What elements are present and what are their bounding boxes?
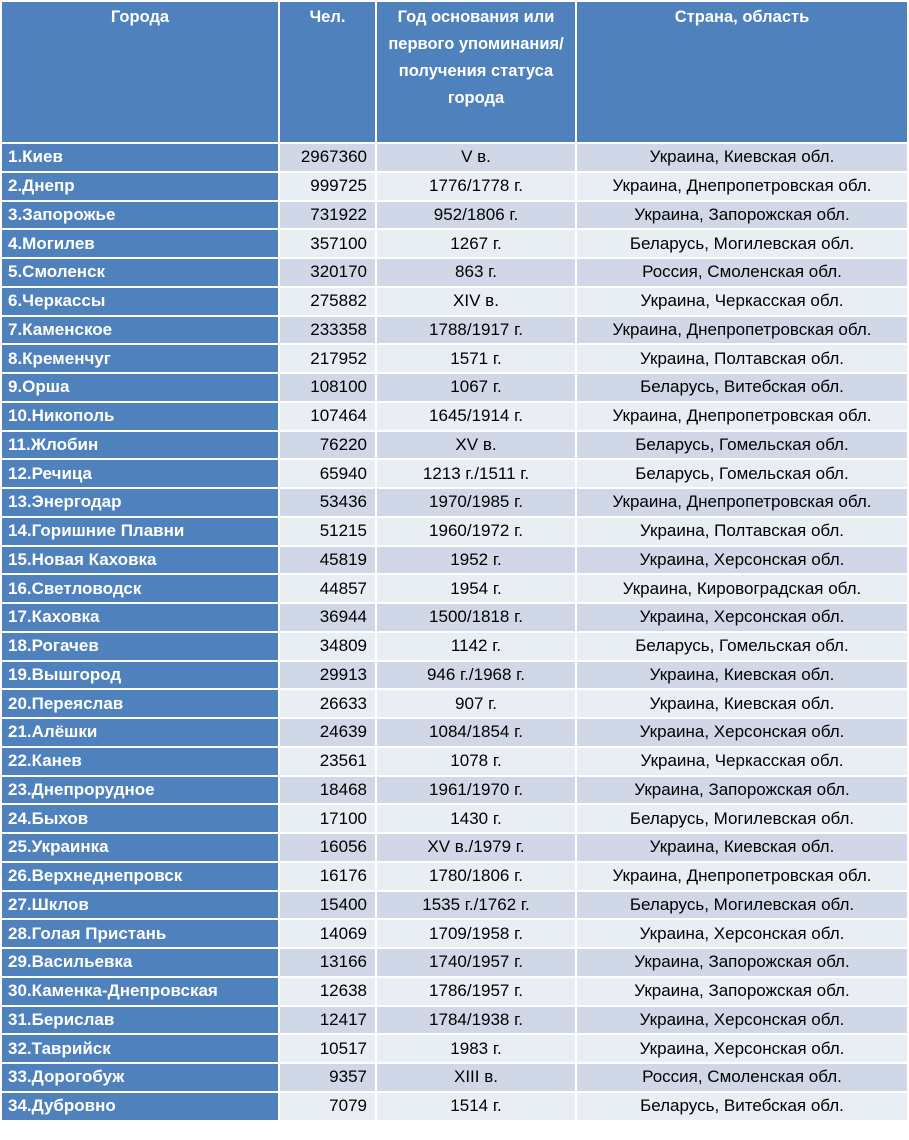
city-name-cell: 34.Дубровно (2, 1093, 278, 1120)
population-cell: 44857 (280, 575, 375, 602)
population-cell: 275882 (280, 288, 375, 315)
table-row (2, 920, 907, 947)
year-cell: XIII в. (377, 1064, 575, 1091)
year-cell: 1084/1854 г. (377, 719, 575, 746)
city-name-cell: 28.Голая Пристань (2, 920, 278, 947)
population-cell: 51215 (280, 518, 375, 545)
country-cell: Украина, Киевская обл. (577, 834, 907, 861)
city-name-cell: 33.Дорогобуж (2, 1064, 278, 1091)
country-cell: Беларусь, Гомельская обл. (577, 633, 907, 660)
country-cell: Украина, Киевская обл. (577, 662, 907, 689)
country-cell: Украина, Херсонская обл. (577, 1035, 907, 1062)
country-cell: Украина, Черкасская обл. (577, 748, 907, 775)
city-name-cell: 7.Каменское (2, 317, 278, 344)
country-cell: Украина, Херсонская обл. (577, 920, 907, 947)
year-cell: 1740/1957 г. (377, 949, 575, 976)
population-cell: 16176 (280, 863, 375, 890)
city-name-cell: 14.Горишние Плавни (2, 518, 278, 545)
table-row (2, 317, 907, 344)
table-row (2, 259, 907, 286)
year-cell: 1961/1970 г. (377, 777, 575, 804)
country-cell: Украина, Запорожская обл. (577, 949, 907, 976)
city-name-cell: 29.Васильевка (2, 949, 278, 976)
country-cell: Беларусь, Могилевская обл. (577, 230, 907, 257)
year-cell: 1430 г. (377, 805, 575, 832)
header-country: Страна, область (577, 2, 907, 142)
table-row (2, 805, 907, 832)
year-cell: 1784/1938 г. (377, 1007, 575, 1034)
population-cell: 29913 (280, 662, 375, 689)
country-cell: Россия, Смоленская обл. (577, 259, 907, 286)
year-cell: 1960/1972 г. (377, 518, 575, 545)
population-cell: 76220 (280, 432, 375, 459)
year-cell: XV в./1979 г. (377, 834, 575, 861)
population-cell: 65940 (280, 460, 375, 487)
country-cell: Россия, Смоленская обл. (577, 1064, 907, 1091)
city-name-cell: 8.Кременчуг (2, 345, 278, 372)
country-cell: Украина, Черкасская обл. (577, 288, 907, 315)
year-cell: 1500/1818 г. (377, 604, 575, 631)
table-row (2, 489, 907, 516)
population-cell: 12417 (280, 1007, 375, 1034)
table-row (2, 575, 907, 602)
table-row (2, 690, 907, 717)
country-cell: Украина, Херсонская обл. (577, 547, 907, 574)
population-cell: 108100 (280, 374, 375, 401)
country-cell: Беларусь, Витебская обл. (577, 374, 907, 401)
population-cell: 999725 (280, 173, 375, 200)
population-cell: 15400 (280, 892, 375, 919)
city-name-cell: 32.Таврийск (2, 1035, 278, 1062)
population-cell: 233358 (280, 317, 375, 344)
table-row (2, 173, 907, 200)
year-cell: 863 г. (377, 259, 575, 286)
year-cell: V в. (377, 144, 575, 171)
city-name-cell: 19.Вышгород (2, 662, 278, 689)
table-row (2, 144, 907, 171)
city-name-cell: 21.Алёшки (2, 719, 278, 746)
header-city: Города (2, 2, 278, 142)
table-row (2, 460, 907, 487)
country-cell: Украина, Херсонская обл. (577, 1007, 907, 1034)
country-cell: Беларусь, Гомельская обл. (577, 460, 907, 487)
city-name-cell: 24.Быхов (2, 805, 278, 832)
city-name-cell: 4.Могилев (2, 230, 278, 257)
year-cell: 952/1806 г. (377, 202, 575, 229)
country-cell: Украина, Запорожская обл. (577, 202, 907, 229)
country-cell: Украина, Херсонская обл. (577, 719, 907, 746)
population-cell: 17100 (280, 805, 375, 832)
population-cell: 16056 (280, 834, 375, 861)
year-cell: 1514 г. (377, 1093, 575, 1120)
table-row (2, 604, 907, 631)
country-cell: Беларусь, Витебская обл. (577, 1093, 907, 1120)
table-row (2, 777, 907, 804)
table-row (2, 834, 907, 861)
country-cell: Беларусь, Могилевская обл. (577, 805, 907, 832)
population-cell: 320170 (280, 259, 375, 286)
population-cell: 18468 (280, 777, 375, 804)
year-cell: 1780/1806 г. (377, 863, 575, 890)
year-cell: 1078 г. (377, 748, 575, 775)
table-row (2, 719, 907, 746)
population-cell: 9357 (280, 1064, 375, 1091)
population-cell: 36944 (280, 604, 375, 631)
city-name-cell: 2.Днепр (2, 173, 278, 200)
city-name-cell: 5.Смоленск (2, 259, 278, 286)
table-header (2, 2, 907, 142)
population-cell: 23561 (280, 748, 375, 775)
table-row (2, 288, 907, 315)
country-cell: Украина, Киевская обл. (577, 144, 907, 171)
country-cell: Украина, Днепропетровская обл. (577, 489, 907, 516)
table-body (2, 144, 907, 1120)
country-cell: Украина, Кировоградская обл. (577, 575, 907, 602)
country-cell: Украина, Запорожская обл. (577, 978, 907, 1005)
table-row (2, 1035, 907, 1062)
population-cell: 26633 (280, 690, 375, 717)
country-cell: Беларусь, Гомельская обл. (577, 432, 907, 459)
year-cell: 1213 г./1511 г. (377, 460, 575, 487)
table-row (2, 892, 907, 919)
city-name-cell: 11.Жлобин (2, 432, 278, 459)
country-cell: Украина, Запорожская обл. (577, 777, 907, 804)
header-year: Год основания или первого упоминания/ получения статуса города (377, 2, 575, 142)
city-name-cell: 17.Каховка (2, 604, 278, 631)
table-row (2, 345, 907, 372)
table-row (2, 230, 907, 257)
city-name-cell: 20.Переяслав (2, 690, 278, 717)
city-name-cell: 22.Канев (2, 748, 278, 775)
year-cell: 1571 г. (377, 345, 575, 372)
header-row (2, 2, 907, 142)
year-cell: 1645/1914 г. (377, 403, 575, 430)
population-cell: 2967360 (280, 144, 375, 171)
year-cell: 1970/1985 г. (377, 489, 575, 516)
population-cell: 12638 (280, 978, 375, 1005)
city-name-cell: 13.Энергодар (2, 489, 278, 516)
population-cell: 10517 (280, 1035, 375, 1062)
country-cell: Украина, Днепропетровская обл. (577, 863, 907, 890)
table-row (2, 662, 907, 689)
population-cell: 34809 (280, 633, 375, 660)
city-name-cell: 23.Днепрорудное (2, 777, 278, 804)
table-row (2, 518, 907, 545)
population-cell: 107464 (280, 403, 375, 430)
population-cell: 45819 (280, 547, 375, 574)
country-cell: Беларусь, Могилевская обл. (577, 892, 907, 919)
table-row (2, 374, 907, 401)
country-cell: Украина, Киевская обл. (577, 690, 907, 717)
table-row (2, 547, 907, 574)
year-cell: 1776/1778 г. (377, 173, 575, 200)
table-row (2, 949, 907, 976)
year-cell: 946 г./1968 г. (377, 662, 575, 689)
country-cell: Украина, Днепропетровская обл. (577, 173, 907, 200)
year-cell: 1709/1958 г. (377, 920, 575, 947)
table-row (2, 633, 907, 660)
year-cell: 1067 г. (377, 374, 575, 401)
population-cell: 13166 (280, 949, 375, 976)
year-cell: XIV в. (377, 288, 575, 315)
population-cell: 357100 (280, 230, 375, 257)
city-name-cell: 1.Киев (2, 144, 278, 171)
population-cell: 53436 (280, 489, 375, 516)
city-name-cell: 30.Каменка-Днепровская (2, 978, 278, 1005)
population-cell: 731922 (280, 202, 375, 229)
city-name-cell: 26.Верхнеднепровск (2, 863, 278, 890)
header-population: Чел. (280, 2, 375, 142)
population-cell: 14069 (280, 920, 375, 947)
population-cell: 7079 (280, 1093, 375, 1120)
year-cell: 1952 г. (377, 547, 575, 574)
table-row (2, 1064, 907, 1091)
city-name-cell: 3.Запорожье (2, 202, 278, 229)
country-cell: Украина, Херсонская обл. (577, 604, 907, 631)
year-cell: 1786/1957 г. (377, 978, 575, 1005)
year-cell: XV в. (377, 432, 575, 459)
city-name-cell: 18.Рогачев (2, 633, 278, 660)
city-name-cell: 10.Никополь (2, 403, 278, 430)
year-cell: 1954 г. (377, 575, 575, 602)
country-cell: Украина, Полтавская обл. (577, 518, 907, 545)
table-row (2, 1007, 907, 1034)
country-cell: Украина, Днепропетровская обл. (577, 403, 907, 430)
year-cell: 1535 г./1762 г. (377, 892, 575, 919)
table-row (2, 202, 907, 229)
table-row (2, 748, 907, 775)
city-name-cell: 25.Украинка (2, 834, 278, 861)
country-cell: Украина, Днепропетровская обл. (577, 317, 907, 344)
year-cell: 1267 г. (377, 230, 575, 257)
city-name-cell: 15.Новая Каховка (2, 547, 278, 574)
table-row (2, 978, 907, 1005)
year-cell: 1142 г. (377, 633, 575, 660)
city-name-cell: 9.Орша (2, 374, 278, 401)
table-row (2, 403, 907, 430)
city-name-cell: 31.Берислав (2, 1007, 278, 1034)
year-cell: 907 г. (377, 690, 575, 717)
city-name-cell: 16.Светловодск (2, 575, 278, 602)
year-cell: 1983 г. (377, 1035, 575, 1062)
year-cell: 1788/1917 г. (377, 317, 575, 344)
country-cell: Украина, Полтавская обл. (577, 345, 907, 372)
population-cell: 217952 (280, 345, 375, 372)
city-name-cell: 12.Речица (2, 460, 278, 487)
table-row (2, 1093, 907, 1120)
population-cell: 24639 (280, 719, 375, 746)
table-row (2, 432, 907, 459)
table-row (2, 863, 907, 890)
city-name-cell: 27.Шклов (2, 892, 278, 919)
city-name-cell: 6.Черкассы (2, 288, 278, 315)
